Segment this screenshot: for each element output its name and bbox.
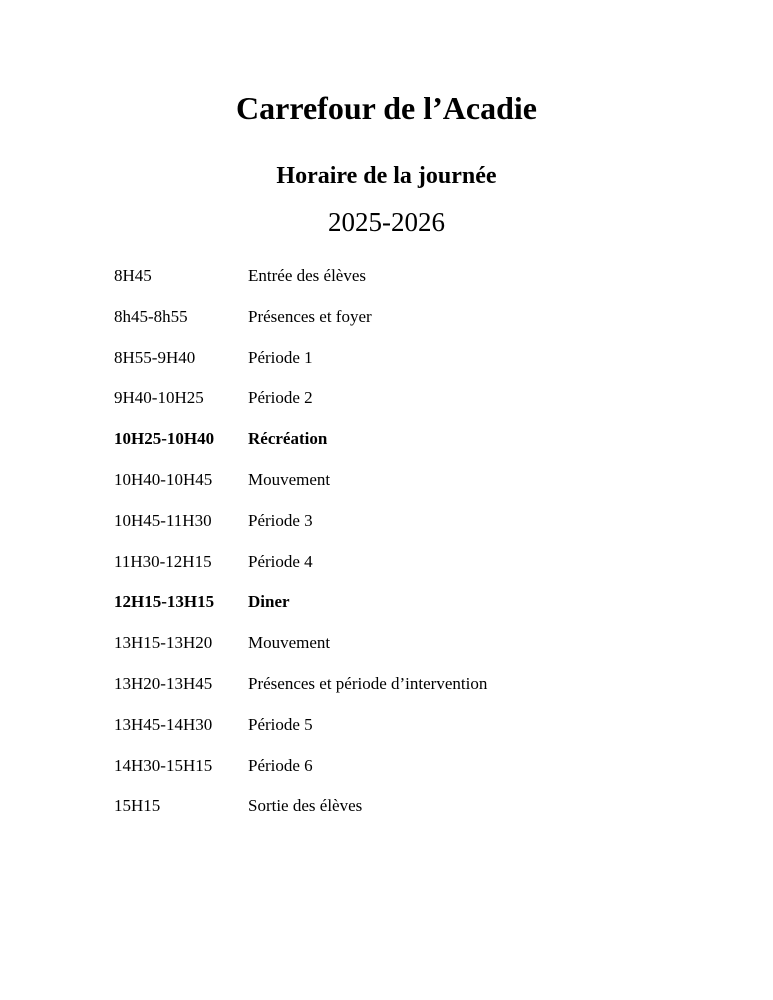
schedule-activity: Récréation — [248, 429, 328, 449]
schedule-activity: Mouvement — [248, 469, 331, 489]
schedule-row — [114, 428, 674, 469]
schedule-activity: Période 1 — [248, 347, 313, 367]
schedule-activity: Mouvement — [248, 633, 331, 653]
document-title: Carrefour de l’Acadie — [236, 90, 537, 126]
schedule-activity: Présences et foyer — [248, 306, 372, 326]
schedule-activity: Période 4 — [248, 551, 313, 571]
schedule-row — [114, 755, 674, 796]
schedule-time: 9H40-10H25 — [114, 388, 204, 408]
school-year: 2025-2026 — [328, 207, 445, 237]
schedule-activity: Période 5 — [248, 714, 313, 734]
schedule-activity: Période 3 — [248, 510, 313, 530]
schedule-row — [114, 510, 674, 551]
schedule-row — [114, 347, 674, 388]
schedule-time: 13H45-14H30 — [114, 714, 213, 734]
schedule-time: 14H30-15H15 — [114, 755, 213, 775]
schedule-time: 12H15-13H15 — [114, 592, 215, 612]
schedule-activity: Entrée des élèves — [248, 266, 366, 285]
schedule-row — [114, 265, 674, 306]
schedule-time: 8H55-9H40 — [114, 347, 196, 367]
schedule-activity: Diner — [248, 592, 290, 612]
schedule-time: 13H20-13H45 — [114, 673, 213, 693]
document-subtitle: Horaire de la journée — [276, 163, 497, 189]
schedule-row — [114, 306, 674, 347]
schedule-row — [114, 469, 674, 510]
schedule-row — [114, 673, 674, 714]
schedule-time: 8h45-8h55 — [114, 306, 188, 326]
schedule-time: 11H30-12H15 — [114, 551, 212, 571]
schedule-row — [114, 551, 674, 592]
schedule-activity: Période 6 — [248, 755, 313, 775]
schedule-activity: Sortie des élèves — [248, 796, 363, 816]
schedule-list — [114, 265, 674, 836]
schedule-row — [114, 591, 674, 632]
schedule-time: 10H25-10H40 — [114, 429, 215, 449]
schedule-time: 10H45-11H30 — [114, 510, 212, 530]
schedule-time: 15H15 — [114, 796, 161, 816]
schedule-row — [114, 632, 674, 673]
schedule-row — [114, 714, 674, 755]
schedule-activity: Période 2 — [248, 388, 313, 408]
schedule-time: 10H40-10H45 — [114, 469, 213, 489]
schedule-row — [114, 795, 674, 836]
schedule-row — [114, 387, 674, 428]
schedule-time: 13H15-13H20 — [114, 633, 213, 653]
schedule-activity: Présences et période d’intervention — [248, 673, 488, 693]
schedule-time: 8H45 — [114, 266, 152, 285]
